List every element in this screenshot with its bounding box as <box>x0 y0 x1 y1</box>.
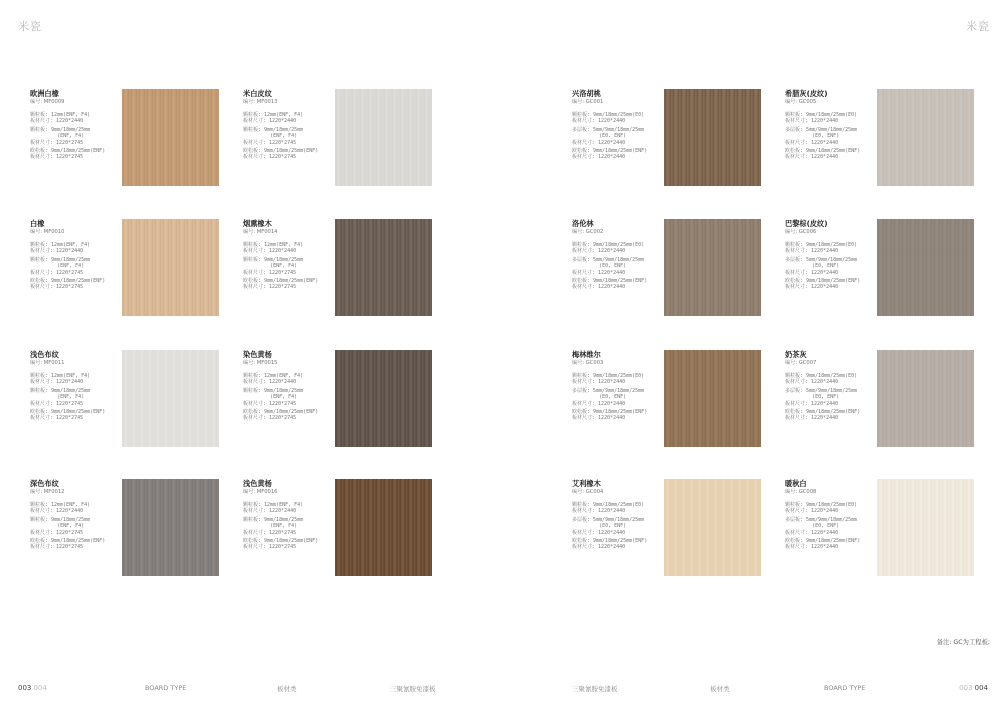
material-swatch <box>122 479 219 576</box>
swatch-code: 编号: GC002 <box>572 229 604 235</box>
swatch-item <box>30 350 235 448</box>
spec-line: 板材尺寸: 1220*2440 <box>572 544 626 551</box>
category-label: 板材类 <box>710 685 730 693</box>
spec-line: 欧松板: 9mm/18mm/25mm(ENF) <box>572 538 648 545</box>
spec-line: 板材尺寸: 1220*2440 <box>572 415 626 422</box>
spec-line: 颗粒板: 12mm(ENF, F4) <box>30 373 91 379</box>
right-page <box>502 0 1004 709</box>
section-label: 三聚氰胺免漆板 <box>390 685 436 693</box>
board-type-label: BOARD TYPE <box>145 684 187 692</box>
swatch-item <box>785 89 990 187</box>
swatch-specs <box>30 373 122 422</box>
spec-line: 板材尺寸: 1220*2440 <box>572 118 626 125</box>
spec-line: (E0, ENF) <box>572 263 627 270</box>
spec-line: 颗粒板: 9mm/18mm/25mm(E0) <box>785 502 858 508</box>
spec-line: 欧松板: 9mm/18mm/25mm(ENF) <box>572 409 648 416</box>
swatch-name: 浅色黄杨 <box>243 479 272 488</box>
swatch-item <box>572 479 777 577</box>
swatch-specs <box>243 112 335 161</box>
material-swatch <box>664 219 761 316</box>
swatch-specs <box>572 112 664 161</box>
spec-line: 颗粒板: 9mm/18mm/25mm <box>243 126 304 133</box>
swatch-specs <box>243 242 335 291</box>
swatch-info <box>572 219 664 291</box>
spec-line: (E0, ENF) <box>785 523 840 530</box>
spec-line: 板材尺寸: 1220*2440 <box>572 379 626 386</box>
swatch-info <box>243 479 335 551</box>
spec-line: 板材尺寸: 1220*2440 <box>785 118 839 125</box>
spec-line: 板材尺寸: 1220*2440 <box>785 544 839 551</box>
swatch-item <box>785 350 990 448</box>
swatch-item <box>30 89 235 187</box>
footnote: 备注: GC为工程板; <box>936 639 990 646</box>
swatch-name: 奶茶灰 <box>785 350 807 359</box>
spec-line: (E0, ENF) <box>572 394 627 401</box>
swatch-item <box>572 89 777 187</box>
swatch-specs <box>572 373 664 422</box>
spec-line: 颗粒板: 12mm(ENF, F4) <box>243 373 304 379</box>
spec-line: 欧松板: 9mm/18mm/25mm(ENF) <box>30 538 106 545</box>
spec-line: 板材尺寸: 1220*2440 <box>572 508 626 515</box>
spec-line: 多层板: 5mm/9mm/18mm/25mm <box>785 126 858 133</box>
spec-line: 板材尺寸: 1220*2440 <box>243 118 297 125</box>
swatch-info <box>243 89 335 161</box>
material-swatch <box>335 350 432 447</box>
swatch-item <box>572 350 777 448</box>
swatch-info <box>30 219 122 291</box>
spec-line: (E0, ENF) <box>572 133 627 140</box>
spec-line: (ENF, F4) <box>243 133 298 140</box>
material-swatch <box>877 350 974 447</box>
spec-line: 板材尺寸: 1220*2440 <box>30 248 84 255</box>
spec-line: 板材尺寸: 1220*2440 <box>572 269 626 276</box>
spec-line: 板材尺寸: 1220*2440 <box>572 139 626 146</box>
spec-line: 颗粒板: 9mm/18mm/25mm(E0) <box>572 502 645 508</box>
spec-line: 板材尺寸: 1220*2440 <box>785 529 839 536</box>
swatch-specs <box>785 242 877 291</box>
material-swatch <box>335 479 432 576</box>
swatch-specs <box>572 242 664 291</box>
swatch-info <box>785 350 877 422</box>
spec-line: 板材尺寸: 1220*2440 <box>785 508 839 515</box>
spec-line: 板材尺寸: 1220*2440 <box>785 154 839 161</box>
spec-line: 板材尺寸: 1220*2745 <box>243 544 297 551</box>
swatch-info <box>243 350 335 422</box>
spec-line: 颗粒板: 9mm/18mm/25mm(E0) <box>572 242 645 248</box>
swatch-code: 编号: MF0013 <box>243 99 278 105</box>
board-type-label: BOARD TYPE <box>824 684 866 692</box>
material-swatch <box>122 89 219 186</box>
spec-line: 板材尺寸: 1220*2440 <box>30 118 84 125</box>
swatch-code: 编号: MF0009 <box>30 99 65 105</box>
swatch-info <box>572 89 664 161</box>
category-label: 板材类 <box>277 685 297 693</box>
swatch-item <box>30 219 235 317</box>
spec-line: 板材尺寸: 1220*2440 <box>243 379 297 386</box>
swatch-specs <box>243 502 335 551</box>
spec-line: 欧松板: 9mm/18mm/25mm(ENF) <box>572 278 648 285</box>
swatch-code: 编号: GC008 <box>785 489 817 495</box>
spec-line: 板材尺寸: 1220*2440 <box>30 508 84 515</box>
spec-line: 板材尺寸: 1220*2440 <box>572 529 626 536</box>
left-page-number <box>18 684 47 692</box>
swatch-name: 烟熏橡木 <box>243 219 272 228</box>
spec-line: 颗粒板: 9mm/18mm/25mm <box>243 256 304 263</box>
spec-line: (ENF, F4) <box>243 523 298 530</box>
spec-line: 板材尺寸: 1220*2745 <box>243 529 297 536</box>
spec-line: 颗粒板: 9mm/18mm/25mm(E0) <box>785 373 858 379</box>
swatch-code: 编号: MF0015 <box>243 360 278 366</box>
spec-line: 欧松板: 9mm/18mm/25mm(ENF) <box>243 278 319 285</box>
spec-line: 板材尺寸: 1220*2440 <box>243 508 297 515</box>
swatch-name: 染色黄杨 <box>243 350 272 359</box>
spec-line: 板材尺寸: 1220*2440 <box>572 284 626 291</box>
spec-line: 板材尺寸: 1220*2745 <box>243 415 297 422</box>
spec-line: (ENF, F4) <box>243 394 298 401</box>
spec-line: 板材尺寸: 1220*2745 <box>30 529 84 536</box>
swatch-code: 编号: GC003 <box>572 360 604 366</box>
swatch-code: 编号: GC004 <box>572 489 604 495</box>
current-page-number: 004 <box>974 684 988 692</box>
spec-line: 板材尺寸: 1220*2745 <box>30 284 84 291</box>
swatch-name: 巴黎棕(皮纹) <box>785 219 828 228</box>
brand-logo: 米瓷 <box>18 20 42 33</box>
material-swatch <box>664 350 761 447</box>
material-swatch <box>122 219 219 316</box>
swatch-code: 编号: MF0011 <box>30 360 65 366</box>
spec-line: 颗粒板: 12mm(ENF, F4) <box>30 242 91 248</box>
spec-line: (E0, ENF) <box>785 263 840 270</box>
swatch-item <box>572 219 777 317</box>
spec-line: 颗粒板: 9mm/18mm/25mm <box>30 516 91 523</box>
swatch-item <box>30 479 235 577</box>
spec-line: (E0, ENF) <box>572 523 627 530</box>
spec-line: 颗粒板: 12mm(ENF, F4) <box>30 112 91 118</box>
spec-line: 欧松板: 9mm/18mm/25mm(ENF) <box>243 409 319 416</box>
swatch-item <box>243 479 448 577</box>
swatch-item <box>243 219 448 317</box>
swatch-code: 编号: MF0010 <box>30 229 65 235</box>
facing-page-number: 004 <box>33 684 47 692</box>
swatch-info <box>30 350 122 422</box>
spec-line: 欧松板: 9mm/18mm/25mm(ENF) <box>30 148 106 155</box>
swatch-info <box>785 89 877 161</box>
spec-line: 板材尺寸: 1220*2440 <box>785 400 839 407</box>
swatch-code: 编号: MF0016 <box>243 489 278 495</box>
spec-line: 欧松板: 9mm/18mm/25mm(ENF) <box>30 278 106 285</box>
swatch-specs <box>785 502 877 551</box>
spec-line: 欧松板: 9mm/18mm/25mm(ENF) <box>785 148 861 155</box>
swatch-info <box>30 479 122 551</box>
material-swatch <box>877 479 974 576</box>
facing-page-number: 003 <box>959 684 973 692</box>
right-page-number <box>959 684 988 692</box>
swatch-name: 白橡 <box>30 219 45 228</box>
spec-line: (E0, ENF) <box>785 133 840 140</box>
swatch-name: 深色布纹 <box>30 479 59 488</box>
swatch-name: 梅林维尔 <box>572 350 601 359</box>
material-swatch <box>664 89 761 186</box>
spec-line: 多层板: 5mm/9mm/18mm/25mm <box>572 516 645 523</box>
spec-line: 多层板: 5mm/9mm/18mm/25mm <box>572 256 645 263</box>
spec-line: 颗粒板: 9mm/18mm/25mm <box>30 256 91 263</box>
swatch-code: 编号: GC001 <box>572 99 604 105</box>
spec-line: 板材尺寸: 1220*2745 <box>30 269 84 276</box>
swatch-name: 希腊灰(皮纹) <box>785 89 828 98</box>
material-swatch <box>664 479 761 576</box>
spec-line: 板材尺寸: 1220*2440 <box>785 379 839 386</box>
material-swatch <box>335 89 432 186</box>
spec-line: (ENF, F4) <box>30 523 85 530</box>
spec-line: 板材尺寸: 1220*2745 <box>243 400 297 407</box>
swatch-info <box>785 219 877 291</box>
spec-line: 颗粒板: 9mm/18mm/25mm <box>243 516 304 523</box>
swatch-code: 编号: GC007 <box>785 360 817 366</box>
swatch-item <box>785 479 990 577</box>
spec-line: (E0, ENF) <box>785 394 840 401</box>
swatch-specs <box>243 373 335 422</box>
spec-line: 欧松板: 9mm/18mm/25mm(ENF) <box>243 538 319 545</box>
spec-line: 板材尺寸: 1220*2745 <box>243 154 297 161</box>
swatch-info <box>785 479 877 551</box>
swatch-info <box>572 350 664 422</box>
spec-line: 多层板: 5mm/9mm/18mm/25mm <box>785 387 858 394</box>
material-swatch <box>335 219 432 316</box>
spec-line: 板材尺寸: 1220*2745 <box>243 139 297 146</box>
swatch-code: 编号: MF0012 <box>30 489 65 495</box>
swatch-specs <box>785 373 877 422</box>
material-swatch <box>122 350 219 447</box>
spec-line: 颗粒板: 9mm/18mm/25mm(E0) <box>785 112 858 118</box>
swatch-specs <box>785 112 877 161</box>
section-label: 三聚氰胺免漆板 <box>572 685 618 693</box>
spec-line: 欧松板: 9mm/18mm/25mm(ENF) <box>785 409 861 416</box>
spec-line: 板材尺寸: 1220*2440 <box>785 139 839 146</box>
spec-line: 板材尺寸: 1220*2745 <box>30 400 84 407</box>
swatch-info <box>30 89 122 161</box>
swatch-name: 兴洛胡桃 <box>572 89 601 98</box>
spec-line: (ENF, F4) <box>30 133 85 140</box>
spec-line: 板材尺寸: 1220*2745 <box>243 269 297 276</box>
spec-line: 板材尺寸: 1220*2745 <box>243 284 297 291</box>
spec-line: 多层板: 5mm/9mm/18mm/25mm <box>572 387 645 394</box>
swatch-info <box>243 219 335 291</box>
swatch-item <box>243 89 448 187</box>
swatch-name: 欧洲白橡 <box>30 89 59 98</box>
swatch-code: 编号: GC005 <box>785 99 817 105</box>
spec-line: 板材尺寸: 1220*2745 <box>30 544 84 551</box>
swatch-specs <box>30 502 122 551</box>
swatch-name: 艾利橡木 <box>572 479 601 488</box>
spec-line: 板材尺寸: 1220*2440 <box>572 248 626 255</box>
swatch-specs <box>30 242 122 291</box>
swatch-code: 编号: GC006 <box>785 229 817 235</box>
spec-line: 板材尺寸: 1220*2440 <box>572 154 626 161</box>
swatch-name: 暖秋白 <box>785 479 807 488</box>
spec-line: 板材尺寸: 1220*2440 <box>785 248 839 255</box>
spec-line: 欧松板: 9mm/18mm/25mm(ENF) <box>243 148 319 155</box>
swatch-code: 编号: MF0014 <box>243 229 278 235</box>
material-swatch <box>877 219 974 316</box>
spec-line: 颗粒板: 12mm(ENF, F4) <box>243 242 304 248</box>
spec-line: (ENF, F4) <box>30 263 85 270</box>
spec-line: 颗粒板: 9mm/18mm/25mm(E0) <box>785 242 858 248</box>
spec-line: 板材尺寸: 1220*2440 <box>785 415 839 422</box>
spec-line: (ENF, F4) <box>243 263 298 270</box>
spec-line: 欧松板: 9mm/18mm/25mm(ENF) <box>785 538 861 545</box>
swatch-item <box>243 350 448 448</box>
spec-line: 颗粒板: 9mm/18mm/25mm(E0) <box>572 373 645 379</box>
spec-line: 颗粒板: 12mm(ENF, F4) <box>30 502 91 508</box>
material-swatch <box>877 89 974 186</box>
swatch-name: 浅色布纹 <box>30 350 59 359</box>
spec-line: 颗粒板: 12mm(ENF, F4) <box>243 502 304 508</box>
spec-line: 颗粒板: 9mm/18mm/25mm <box>30 126 91 133</box>
spec-line: 颗粒板: 9mm/18mm/25mm <box>30 387 91 394</box>
swatch-specs <box>30 112 122 161</box>
swatch-name: 米白皮纹 <box>243 89 272 98</box>
swatch-specs <box>572 502 664 551</box>
spec-line: 欧松板: 9mm/18mm/25mm(ENF) <box>785 278 861 285</box>
spec-line: 颗粒板: 9mm/18mm/25mm <box>243 387 304 394</box>
spec-line: 板材尺寸: 1220*2745 <box>30 154 84 161</box>
spec-line: 欧松板: 9mm/18mm/25mm(ENF) <box>572 148 648 155</box>
spec-line: 板材尺寸: 1220*2440 <box>785 269 839 276</box>
spec-line: 多层板: 5mm/9mm/18mm/25mm <box>785 256 858 263</box>
spec-line: 板材尺寸: 1220*2440 <box>572 400 626 407</box>
swatch-info <box>572 479 664 551</box>
spec-line: 板材尺寸: 1220*2440 <box>243 248 297 255</box>
swatch-name: 洛伦林 <box>572 219 594 228</box>
brand-logo: 米瓷 <box>966 20 990 33</box>
spec-line: 颗粒板: 9mm/18mm/25mm(E0) <box>572 112 645 118</box>
spec-line: 板材尺寸: 1220*2745 <box>30 415 84 422</box>
spec-line: 颗粒板: 12mm(ENF, F4) <box>243 112 304 118</box>
spec-line: 多层板: 5mm/9mm/18mm/25mm <box>572 126 645 133</box>
spec-line: 板材尺寸: 1220*2745 <box>30 139 84 146</box>
spec-line: 板材尺寸: 1220*2440 <box>30 379 84 386</box>
spec-line: 欧松板: 9mm/18mm/25mm(ENF) <box>30 409 106 416</box>
current-page-number: 003 <box>18 684 32 692</box>
spec-line: (ENF, F4) <box>30 394 85 401</box>
spec-line: 多层板: 5mm/9mm/18mm/25mm <box>785 516 858 523</box>
spec-line: 板材尺寸: 1220*2440 <box>785 284 839 291</box>
swatch-item <box>785 219 990 317</box>
